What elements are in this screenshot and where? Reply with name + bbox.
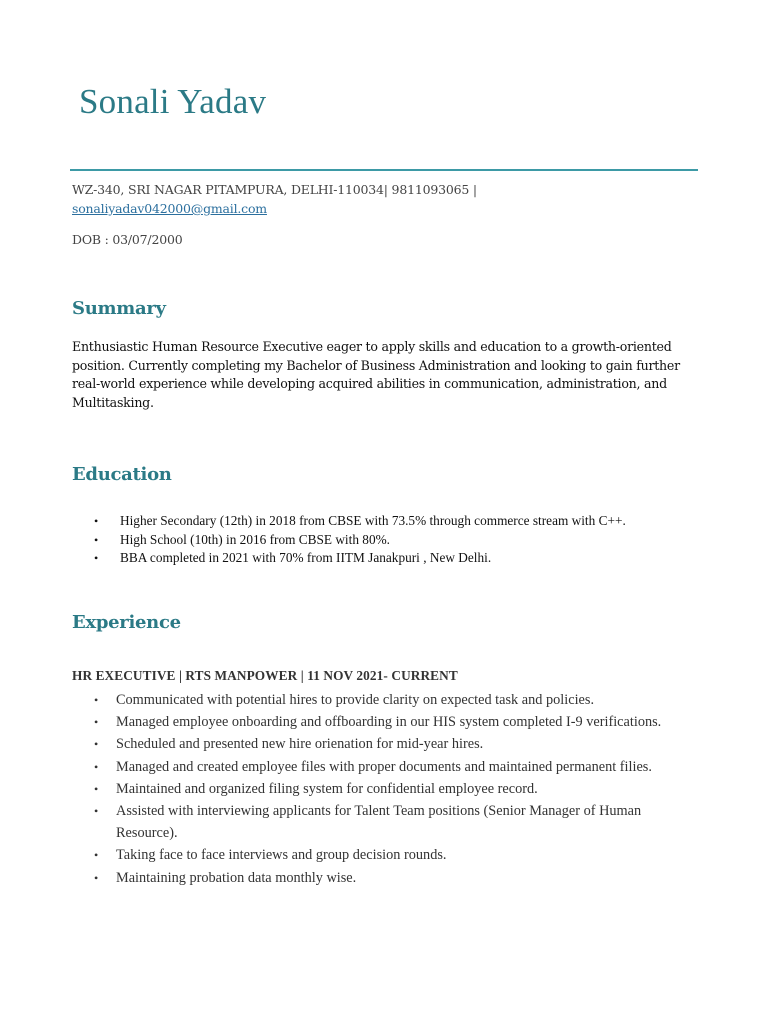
bullet-icon: • [94, 532, 99, 547]
bullet-icon: • [94, 848, 99, 863]
experience-list [72, 689, 702, 889]
experience-heading: Experience [72, 612, 181, 633]
education-item [72, 531, 712, 550]
bullet-icon: • [94, 804, 99, 819]
education-item-text: BBA completed in 2021 with 70% from IITM Janakpuri , New Delhi. [120, 550, 492, 566]
experience-item [72, 733, 702, 755]
bullet-icon: • [94, 693, 99, 707]
bullet-icon: • [94, 551, 99, 566]
bullet-icon: • [94, 759, 99, 774]
experience-item-text: Managed and created employee files with proper documents and maintained permanent filies. [116, 758, 652, 775]
experience-item-text: Scheduled and presented new hire orienation for mid-year hires. [116, 736, 484, 753]
job-title: HR EXECUTIVE | RTS MANPOWER | 11 NOV 2021- CURRENT [72, 668, 458, 683]
summary-heading: Summary [72, 298, 166, 319]
education-heading: Education [72, 464, 172, 485]
experience-item-text: Maintained and organized filing system for confidential employee record. [116, 780, 538, 797]
experience-item [72, 844, 702, 866]
experience-item [72, 778, 702, 800]
bullet-icon: • [94, 715, 99, 730]
experience-item [72, 867, 702, 889]
experience-item-text: Maintaining probation data monthly wise. [116, 869, 357, 886]
bullet-icon: • [94, 737, 99, 752]
experience-item-text: Managed employee onboarding and offboarding in our HIS system completed I-9 verifications. [116, 714, 662, 731]
education-list [72, 512, 712, 568]
experience-item-text: Communicated with potential hires to provide clarity on expected task and policies. [116, 692, 595, 708]
experience-item [72, 756, 702, 778]
experience-item [72, 689, 702, 711]
email-link[interactable]: sonaliyadav042000@gmail.com [72, 201, 267, 216]
contact-info [72, 180, 477, 218]
bullet-icon: • [94, 514, 99, 528]
education-item [72, 512, 712, 531]
summary-text: Enthusiastic Human Resource Executive eager to apply skills and education to a growth-oriented position. Currently completing my Bachelor of Business Administration and looking to gain further real-world experience while developing acquired abilities in communication, administration, and Multitasking. [72, 339, 680, 410]
bullet-icon: • [94, 781, 99, 796]
education-item-text: High School (10th) in 2016 from CBSE with 80%. [120, 531, 390, 547]
address-phone-line: WZ-340, SRI NAGAR PITAMPURA, DELHI-110034| 9811093065 | [72, 182, 477, 197]
experience-item-text: Taking face to face interviews and group decision rounds. [116, 847, 447, 864]
education-item [72, 549, 712, 568]
experience-item [72, 800, 702, 844]
education-item-text: Higher Secondary (12th) in 2018 from CBSE with 73.5% through commerce stream with C++. [120, 513, 626, 528]
experience-item-text: Assisted with interviewing applicants for Talent Team positions (Senior Manager of Human Resource). [116, 803, 642, 842]
candidate-name: Sonali Yadav [79, 82, 267, 121]
bullet-icon: • [94, 870, 99, 885]
header-divider [70, 169, 698, 171]
experience-item [72, 711, 702, 733]
date-of-birth: DOB : 03/07/2000 [72, 232, 183, 247]
